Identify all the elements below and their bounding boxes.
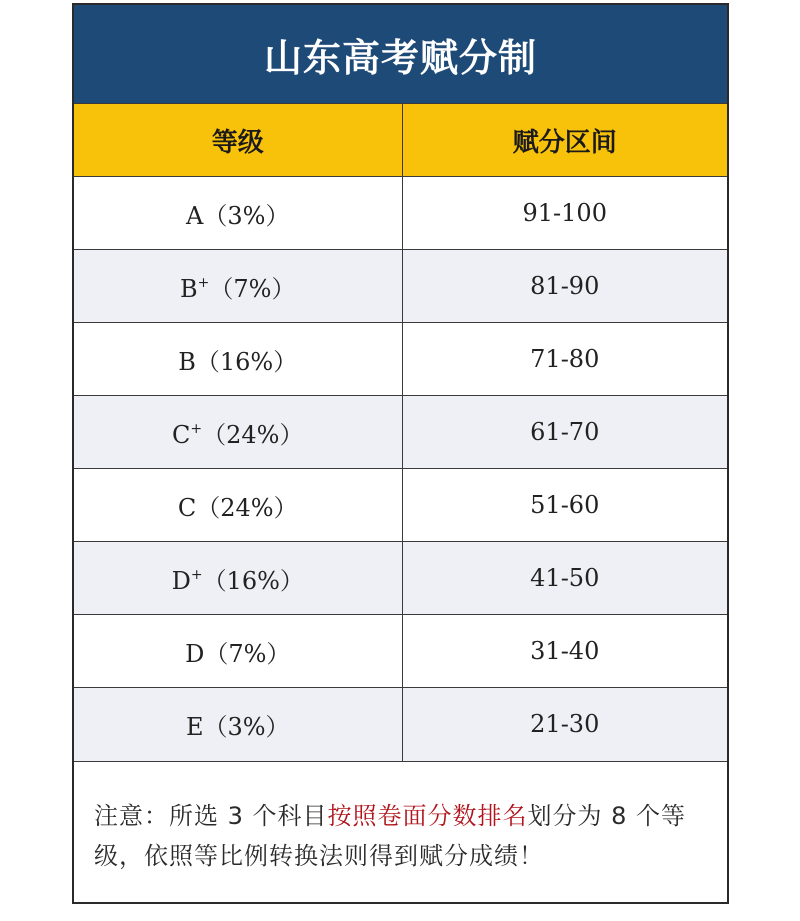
grade-percent: （3%）: [203, 712, 290, 741]
grade-percent: （16%）: [195, 347, 298, 376]
grade-plus: +: [190, 566, 203, 583]
table-row: [74, 615, 727, 688]
grade-cell: [74, 615, 402, 688]
grade-cell: [74, 396, 402, 469]
table-row: [74, 688, 727, 761]
note-suffix: 划分为 8 个等级，依照等比例转换法则得到赋分成绩！: [94, 801, 687, 870]
range-cell: 61-70: [402, 396, 727, 469]
range-cell: 51-60: [402, 469, 727, 542]
grade-cell: [74, 323, 402, 396]
note-text: [74, 761, 727, 907]
grade-letter: B: [180, 274, 198, 303]
grade-percent: （7%）: [209, 274, 296, 303]
grade-letter: E: [185, 712, 204, 741]
grade-letter: B: [178, 347, 196, 376]
range-cell: 41-50: [402, 542, 727, 615]
header-grade: 等级: [74, 104, 402, 177]
range-cell: 71-80: [402, 323, 727, 396]
grade-letter: D: [185, 639, 205, 668]
table-row: [74, 469, 727, 542]
grade-percent: （24%）: [196, 493, 298, 522]
score-table: [74, 103, 727, 761]
table-row: [74, 250, 727, 323]
range-cell: 81-90: [402, 250, 727, 323]
score-table-card: [72, 3, 729, 904]
grade-cell: [74, 250, 402, 323]
grade-percent: （3%）: [203, 201, 290, 230]
range-cell: 21-30: [402, 688, 727, 761]
grade-percent: （7%）: [204, 639, 291, 668]
table-row: [74, 177, 727, 250]
table-row: [74, 323, 727, 396]
note-prefix: 注意：所选 3 个科目: [94, 801, 328, 830]
table-title: 山东高考赋分制: [74, 5, 727, 103]
grade-percent: （16%）: [202, 566, 304, 595]
grade-cell: [74, 177, 402, 250]
range-cell: 91-100: [402, 177, 727, 250]
grade-plus: +: [190, 420, 203, 437]
grade-cell: [74, 469, 402, 542]
grade-plus: +: [197, 274, 210, 291]
grade-letter: A: [186, 201, 204, 230]
grade-cell: [74, 542, 402, 615]
grade-letter: C: [172, 420, 191, 449]
header-range: 赋分区间: [402, 104, 727, 177]
grade-letter: C: [177, 493, 197, 522]
grade-percent: （24%）: [202, 420, 304, 449]
note-highlight: 按照卷面分数排名: [327, 801, 528, 830]
range-cell: 31-40: [402, 615, 727, 688]
table-row: [74, 542, 727, 615]
grade-letter: D: [171, 566, 191, 595]
grade-cell: [74, 688, 402, 761]
table-row: [74, 396, 727, 469]
table-header-row: [74, 104, 727, 177]
